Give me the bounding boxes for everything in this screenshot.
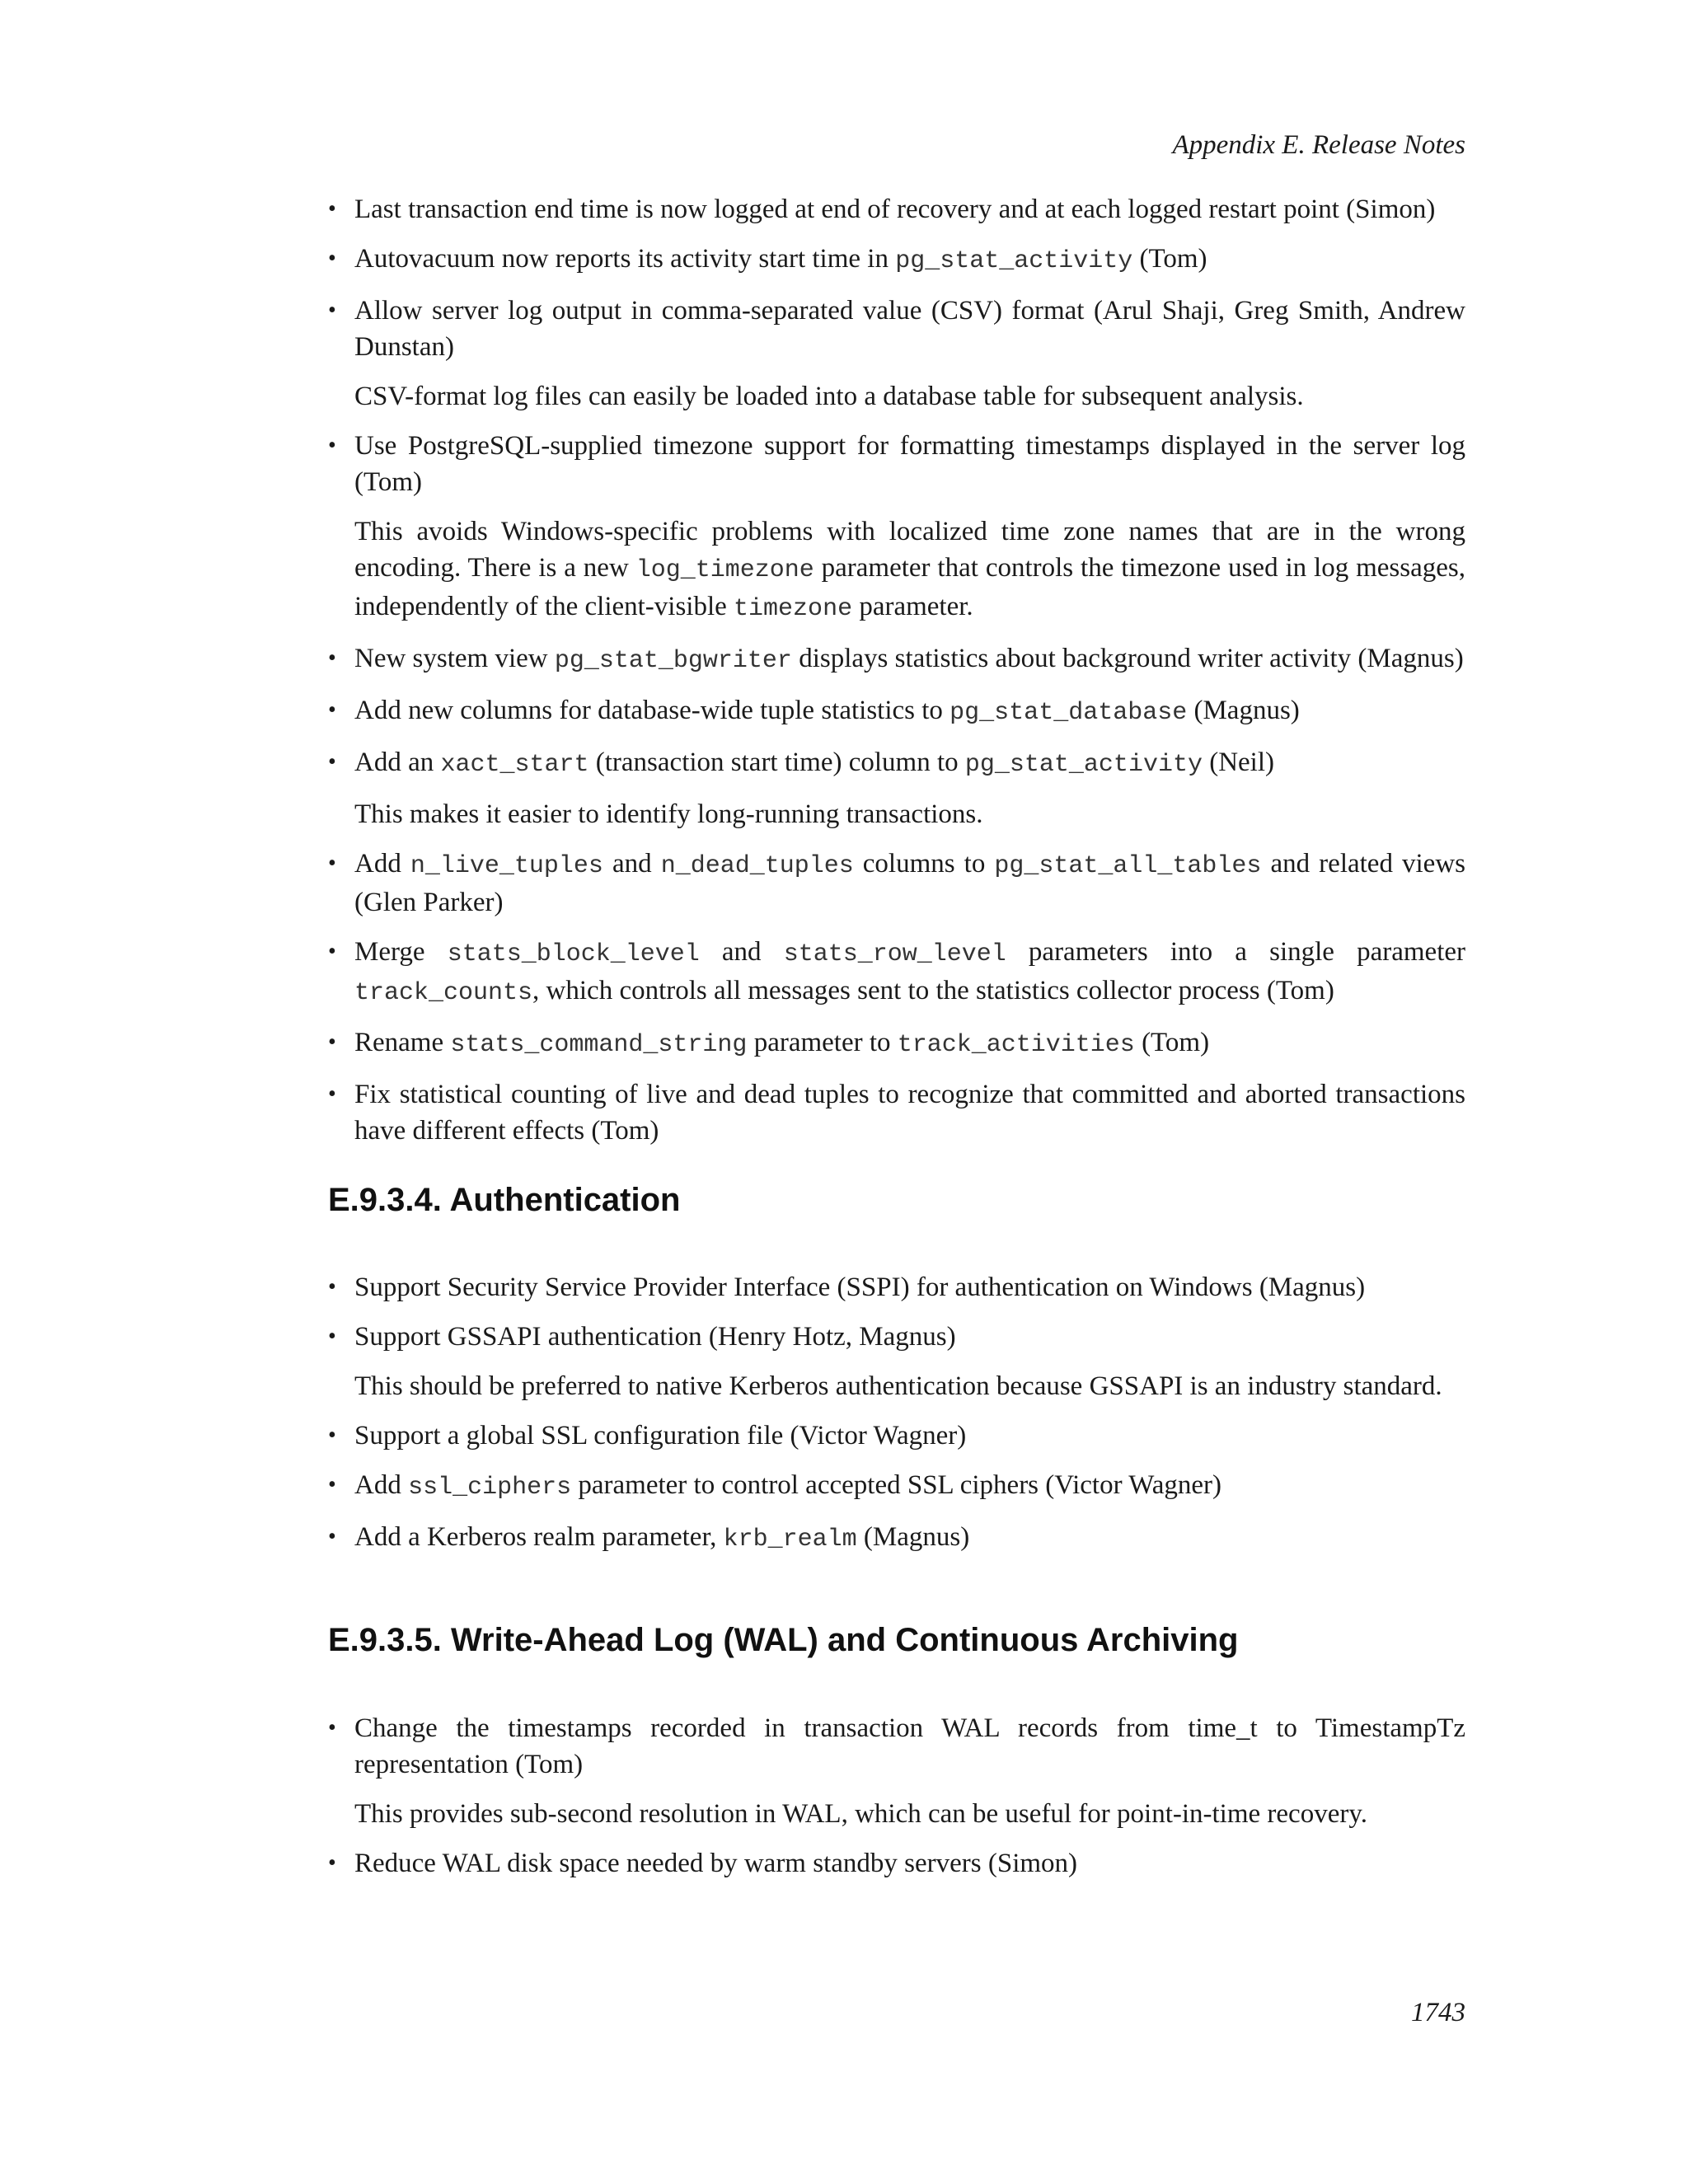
item-note: This avoids Windows-specific problems with localized time zone names that are in the wrong encoding. There is a new log_timezone parameter that controls the timezone used in log messages, independently of the client-visible timezone parameter. — [354, 517, 1465, 623]
code-term: ssl_ciphers — [408, 1474, 572, 1502]
bullet-icon: • — [328, 433, 336, 458]
list-item: • Allow server log output in comma-separated value (CSV) format (Arul Shaji, Greg Smith, Andrew Dunstan) CSV-format log files can easily be loaded into a database table for subsequent analysis. — [328, 293, 1465, 415]
code-term: timezone — [734, 595, 853, 623]
monitoring-list — [328, 191, 1465, 1162]
item-note: This makes it easier to identify long-running transactions. — [354, 799, 983, 829]
list-item: • Add an xact_start (transaction start time) column to pg_stat_activity (Neil) This makes it easier to identify long-running transactions. — [328, 744, 1465, 832]
bullet-icon: • — [328, 1029, 336, 1055]
list-item: • Fix statistical counting of live and dead tuples to recognize that committed and aborted transactions have different effects (Tom) — [328, 1076, 1465, 1149]
page-number: 1743 — [1411, 1998, 1465, 2027]
bullet-icon: • — [328, 298, 336, 323]
bullet-icon: • — [328, 246, 336, 271]
item-note: CSV-format log files can easily be loaded into a database table for subsequent analysis. — [354, 382, 1304, 411]
bullet-icon: • — [328, 1324, 336, 1349]
list-item: • Merge stats_block_level and stats_row_level parameters into a single parameter track_counts, which controls all messages sent to the statistics collector process (Tom) — [328, 934, 1465, 1011]
bullet-icon: • — [328, 1472, 336, 1497]
list-item: • New system view pg_stat_bgwriter displays statistics about background writer activity (Magnus) — [328, 640, 1465, 679]
list-item: • Add new columns for database-wide tuple statistics to pg_stat_database (Magnus) — [328, 692, 1465, 731]
code-term: pg_stat_activity — [895, 247, 1133, 275]
list-item: • Support GSSAPI authentication (Henry Hotz, Magnus) This should be preferred to native Kerberos authentication because GSSAPI is an industry standard. — [328, 1319, 1465, 1404]
list-item: • Change the timestamps recorded in transaction WAL records from time_t to TimestampTz representation (Tom) This provides sub-second resolution in WAL, which can be useful for point-in-time recovery. — [328, 1710, 1465, 1832]
bullet-icon: • — [328, 1081, 336, 1107]
list-item: • Autovacuum now reports its activity start time in pg_stat_activity (Tom) — [328, 241, 1465, 279]
code-term: track_activities — [897, 1031, 1135, 1059]
list-item: • Use PostgreSQL-supplied timezone support for formatting timestamps displayed in the server log (Tom) This avoids Windows-specific problems with localized time zone names that are in the wrong encoding. There is a new log_timezone parameter that controls the timezone used in log messages, independently of the client-visible timezone parameter. — [328, 428, 1465, 627]
list-item: • Last transaction end time is now logged at end of recovery and at each logged restart point (Simon) — [328, 191, 1465, 227]
bullet-icon: • — [328, 749, 336, 775]
code-term: pg_stat_bgwriter — [554, 647, 792, 675]
code-term: n_dead_tuples — [660, 852, 854, 880]
list-item: • Add n_live_tuples and n_dead_tuples columns to pg_stat_all_tables and related views (Glen Parker) — [328, 846, 1465, 921]
wal-list — [328, 1710, 1465, 1895]
bullet-icon: • — [328, 851, 336, 876]
code-term: stats_row_level — [783, 940, 1006, 968]
code-term: n_live_tuples — [410, 852, 603, 880]
list-item: • Add a Kerberos realm parameter, krb_realm (Magnus) — [328, 1519, 1465, 1558]
item-note: This should be preferred to native Kerberos authentication because GSSAPI is an industry standard. — [354, 1371, 1442, 1401]
bullet-icon: • — [328, 1715, 336, 1741]
bullet-icon: • — [328, 939, 336, 964]
bullet-icon: • — [328, 1850, 336, 1876]
code-term: pg_stat_activity — [964, 751, 1203, 779]
list-item: • Add ssl_ciphers parameter to control accepted SSL ciphers (Victor Wagner) — [328, 1467, 1465, 1506]
running-header: Appendix E. Release Notes — [1172, 130, 1465, 160]
code-term: track_counts — [354, 979, 533, 1007]
code-term: log_timezone — [635, 556, 814, 584]
bullet-icon: • — [328, 645, 336, 671]
bullet-icon: • — [328, 1422, 336, 1448]
section-heading-authentication: E.9.3.4. Authentication — [328, 1182, 681, 1218]
list-item: • Rename stats_command_string parameter to track_activities (Tom) — [328, 1024, 1465, 1063]
bullet-icon: • — [328, 196, 336, 222]
authentication-list — [328, 1269, 1465, 1571]
code-term: xact_start — [440, 751, 589, 779]
bullet-icon: • — [328, 1524, 336, 1549]
code-term: stats_command_string — [450, 1031, 748, 1059]
section-heading-wal: E.9.3.5. Write-Ahead Log (WAL) and Continuous Archiving — [328, 1622, 1239, 1658]
code-term: pg_stat_database — [950, 699, 1188, 727]
code-term: stats_block_level — [447, 940, 700, 968]
bullet-icon: • — [328, 1274, 336, 1300]
list-item: • Support Security Service Provider Interface (SSPI) for authentication on Windows (Magnus) — [328, 1269, 1465, 1305]
list-item: • Reduce WAL disk space needed by warm standby servers (Simon) — [328, 1845, 1465, 1882]
item-note: This provides sub-second resolution in WAL, which can be useful for point-in-time recovery. — [354, 1799, 1367, 1829]
list-item: • Support a global SSL configuration file (Victor Wagner) — [328, 1418, 1465, 1454]
code-term: krb_realm — [723, 1526, 857, 1554]
bullet-icon: • — [328, 697, 336, 723]
code-term: pg_stat_all_tables — [994, 852, 1262, 880]
